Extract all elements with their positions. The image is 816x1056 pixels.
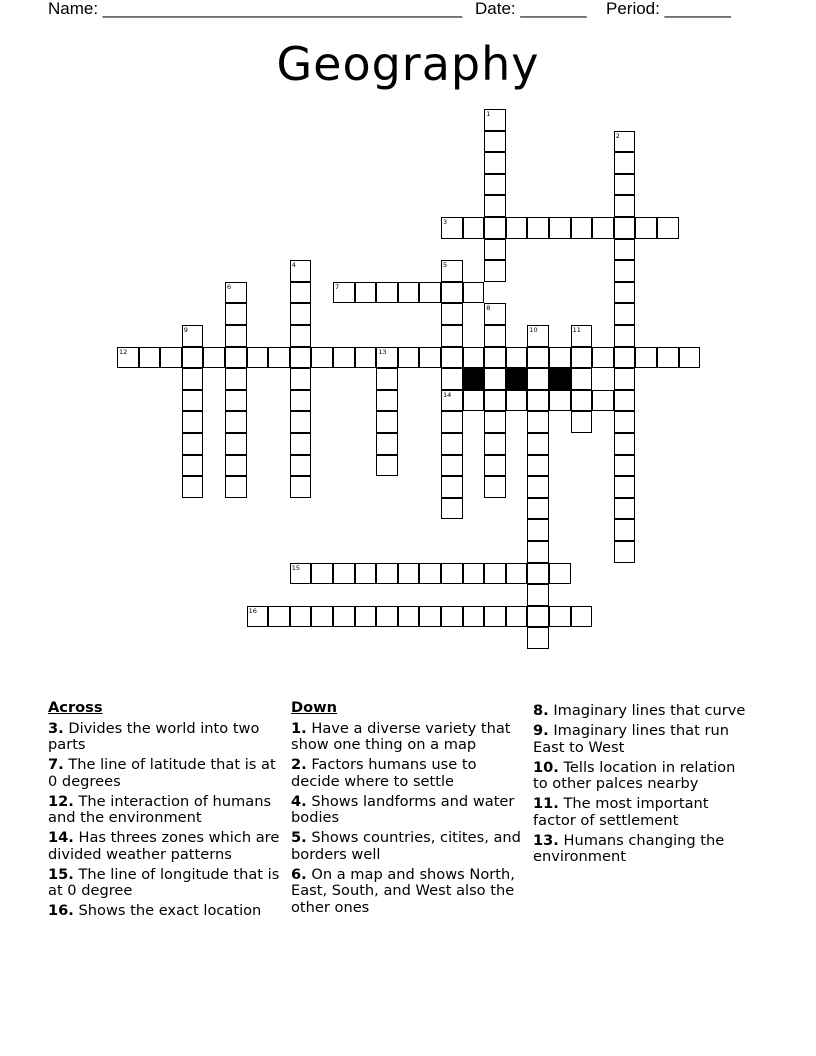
grid-cell[interactable] <box>527 347 549 369</box>
grid-cell[interactable] <box>484 152 506 174</box>
clue-number-13: 13 <box>378 347 387 356</box>
clue-number-3: 3 <box>443 218 448 226</box>
grid-cell[interactable] <box>484 606 506 628</box>
grid-cell[interactable] <box>527 368 549 390</box>
grid-cell[interactable] <box>441 368 463 390</box>
across-clue-text: The line of latitude that is at 0 degrees <box>48 756 276 790</box>
clue-number-11: 11 <box>572 326 581 334</box>
grid-cell[interactable] <box>311 347 333 369</box>
down-clue-text: The most important factor of settlement <box>533 795 709 829</box>
grid-cell[interactable] <box>290 476 312 498</box>
grid-cell[interactable] <box>571 606 593 628</box>
grid-cell[interactable] <box>527 498 549 520</box>
grid-cell[interactable] <box>527 390 549 412</box>
grid-cell[interactable] <box>484 476 506 498</box>
down-clue-number: 13. <box>533 831 559 849</box>
grid-cell[interactable] <box>571 368 593 390</box>
down-clue-number: 5. <box>291 829 307 846</box>
across-clue-text: Shows the exact location <box>73 902 262 919</box>
grid-cell[interactable] <box>463 282 485 304</box>
grid-cell[interactable] <box>614 195 636 217</box>
down-heading: Down <box>291 699 338 716</box>
grid-cell[interactable] <box>549 606 571 628</box>
grid-cell[interactable] <box>441 433 463 455</box>
across-clue-number: 3. <box>48 719 64 737</box>
clue-number-5: 5 <box>443 261 448 270</box>
grid-cell[interactable] <box>441 347 463 369</box>
grid-cell[interactable] <box>182 368 204 390</box>
across-clue-text: Divides the world into two parts <box>48 719 260 753</box>
down-clue <box>291 867 527 917</box>
down-clues <box>291 700 527 920</box>
down-clue <box>291 757 527 790</box>
grid-cell[interactable] <box>484 455 506 477</box>
grid-cell[interactable] <box>614 217 636 239</box>
grid-cell[interactable] <box>355 347 377 369</box>
grid-cell[interactable] <box>484 131 506 153</box>
black-cell <box>506 368 528 390</box>
grid-cell[interactable] <box>290 347 312 369</box>
grid-cell[interactable] <box>571 217 593 239</box>
across-clue <box>48 757 280 790</box>
grid-cell[interactable] <box>614 498 636 520</box>
grid-cell[interactable] <box>571 411 593 433</box>
clue-number-4: 4 <box>291 261 296 270</box>
grid-cell[interactable] <box>398 282 420 304</box>
across-clue <box>48 721 280 754</box>
date-field-label[interactable]: Date: _______ <box>475 0 587 18</box>
grid-cell[interactable] <box>635 217 657 239</box>
grid-cell[interactable] <box>333 563 355 585</box>
grid-cell[interactable] <box>549 563 571 585</box>
down-clue-number: 2. <box>291 756 307 773</box>
down-clue-text: Tells location in relation to other palces nearby <box>533 758 736 792</box>
grid-cell[interactable] <box>441 325 463 347</box>
grid-cell[interactable] <box>527 476 549 498</box>
down-clue-text: Have a diverse variety that show one thing on a map <box>291 719 511 753</box>
grid-cell[interactable] <box>182 455 204 477</box>
grid-cell[interactable] <box>225 433 247 455</box>
clue-number-14: 14 <box>443 390 452 399</box>
grid-cell[interactable] <box>398 563 420 585</box>
across-clue-text: Has threes zones which are divided weather patterns <box>48 829 280 863</box>
grid-cell[interactable] <box>225 303 247 325</box>
grid-cell[interactable] <box>333 347 355 369</box>
grid-cell[interactable] <box>484 260 506 282</box>
grid-cell[interactable] <box>614 541 636 563</box>
down-clue-text: Imaginary lines that curve <box>548 702 746 719</box>
grid-cell[interactable] <box>527 217 549 239</box>
grid-cell[interactable] <box>333 606 355 628</box>
grid-cell[interactable] <box>376 368 398 390</box>
across-clue-number: 15. <box>48 865 74 883</box>
across-clue <box>48 830 280 863</box>
grid-cell[interactable] <box>290 606 312 628</box>
grid-cell[interactable] <box>311 563 333 585</box>
grid-cell[interactable] <box>549 217 571 239</box>
grid-cell[interactable] <box>441 282 463 304</box>
grid-cell[interactable] <box>592 390 614 412</box>
across-clue-number: 12. <box>48 792 74 810</box>
grid-cell[interactable] <box>376 455 398 477</box>
grid-cell[interactable] <box>290 433 312 455</box>
down-clues-continued <box>533 703 748 869</box>
grid-cell[interactable] <box>441 563 463 585</box>
down-clue-number: 6. <box>291 865 307 883</box>
grid-cell[interactable] <box>441 498 463 520</box>
grid-cell[interactable] <box>614 519 636 541</box>
grid-cell[interactable] <box>290 455 312 477</box>
down-clue-text: Shows landforms and water bodies <box>291 792 515 826</box>
down-clue-text: Shows countries, citites, and borders well <box>291 829 521 863</box>
grid-cell[interactable] <box>139 347 161 369</box>
grid-cell[interactable] <box>484 563 506 585</box>
down-clue <box>291 794 527 827</box>
grid-cell[interactable] <box>225 325 247 347</box>
grid-cell[interactable] <box>484 217 506 239</box>
grid-cell[interactable] <box>419 563 441 585</box>
grid-cell[interactable] <box>441 303 463 325</box>
down-clue <box>533 796 748 829</box>
grid-cell[interactable] <box>614 239 636 261</box>
grid-cell[interactable] <box>355 282 377 304</box>
grid-cell[interactable] <box>527 627 549 649</box>
clue-number-8: 8 <box>486 304 491 313</box>
across-clues <box>48 700 280 923</box>
grid-cell[interactable] <box>527 455 549 477</box>
grid-cell[interactable] <box>419 347 441 369</box>
grid-cell[interactable] <box>484 390 506 412</box>
clue-number-15: 15 <box>291 563 301 572</box>
grid-cell[interactable] <box>571 347 593 369</box>
grid-cell[interactable] <box>290 411 312 433</box>
grid-cell[interactable] <box>614 476 636 498</box>
grid-cell[interactable] <box>614 152 636 174</box>
grid-cell[interactable] <box>506 563 528 585</box>
grid-cell[interactable] <box>376 282 398 304</box>
grid-cell[interactable] <box>527 519 549 541</box>
down-clue-number: 9. <box>533 722 549 739</box>
grid-cell[interactable] <box>355 563 377 585</box>
grid-cell[interactable] <box>182 476 204 498</box>
grid-cell[interactable] <box>225 347 247 369</box>
grid-cell[interactable] <box>398 606 420 628</box>
grid-cell[interactable] <box>484 411 506 433</box>
down-clue-text: On a map and shows North, East, South, and West also the other ones <box>291 865 515 916</box>
down-clue-text: Factors humans use to decide where to settle <box>291 756 477 790</box>
down-clue <box>533 723 748 756</box>
grid-cell[interactable] <box>484 195 506 217</box>
grid-cell[interactable] <box>592 217 614 239</box>
grid-cell[interactable] <box>419 282 441 304</box>
down-clue-number: 4. <box>291 792 307 810</box>
grid-cell[interactable] <box>160 347 182 369</box>
grid-cell[interactable] <box>614 282 636 304</box>
grid-cell[interactable] <box>571 390 593 412</box>
grid-cell[interactable] <box>376 563 398 585</box>
grid-cell[interactable] <box>484 174 506 196</box>
grid-cell[interactable] <box>463 563 485 585</box>
grid-cell[interactable] <box>549 347 571 369</box>
page-title: Geography <box>276 37 540 91</box>
across-clue-text: The line of longitude that is at 0 degree <box>48 865 280 899</box>
down-clue-number: 11. <box>533 795 559 812</box>
grid-cell[interactable] <box>614 174 636 196</box>
clue-number-6: 6 <box>227 282 232 291</box>
grid-cell[interactable] <box>506 390 528 412</box>
down-clue <box>291 721 527 754</box>
grid-cell[interactable] <box>484 368 506 390</box>
grid-cell[interactable] <box>182 433 204 455</box>
grid-cell[interactable] <box>635 347 657 369</box>
grid-cell[interactable] <box>549 390 571 412</box>
grid-cell[interactable] <box>527 563 549 585</box>
grid-cell[interactable] <box>484 325 506 347</box>
black-cell <box>549 368 571 390</box>
grid-cell[interactable] <box>679 347 701 369</box>
grid-cell[interactable] <box>376 390 398 412</box>
grid-cell[interactable] <box>311 606 333 628</box>
grid-cell[interactable] <box>398 347 420 369</box>
grid-cell[interactable] <box>441 411 463 433</box>
across-clue <box>48 794 280 827</box>
grid-cell[interactable] <box>441 455 463 477</box>
grid-cell[interactable] <box>290 325 312 347</box>
grid-cell[interactable] <box>614 411 636 433</box>
across-clue-number: 14. <box>48 829 74 846</box>
grid-cell[interactable] <box>527 584 549 606</box>
clue-number-16: 16 <box>248 606 257 615</box>
grid-cell[interactable] <box>203 347 225 369</box>
grid-cell[interactable] <box>506 217 528 239</box>
across-clue <box>48 867 280 900</box>
grid-cell[interactable] <box>484 347 506 369</box>
grid-cell[interactable] <box>614 325 636 347</box>
grid-cell[interactable] <box>290 390 312 412</box>
down-clue <box>533 833 748 866</box>
down-clue-number: 1. <box>291 719 307 737</box>
grid-cell[interactable] <box>463 217 485 239</box>
grid-cell[interactable] <box>527 411 549 433</box>
grid-cell[interactable] <box>506 606 528 628</box>
grid-cell[interactable] <box>506 347 528 369</box>
grid-cell[interactable] <box>290 303 312 325</box>
down-clue <box>533 703 748 720</box>
grid-cell[interactable] <box>527 541 549 563</box>
grid-cell[interactable] <box>290 282 312 304</box>
clue-number-9: 9 <box>183 326 188 334</box>
grid-cell[interactable] <box>614 455 636 477</box>
grid-cell[interactable] <box>268 347 290 369</box>
down-clue <box>291 830 527 863</box>
clue-number-1: 1 <box>486 110 491 118</box>
grid-cell[interactable] <box>527 433 549 455</box>
grid-cell[interactable] <box>182 390 204 412</box>
name-field-label[interactable]: Name: ______________________________________ <box>48 0 463 18</box>
clue-number-10: 10 <box>529 326 538 334</box>
grid-cell[interactable] <box>463 390 485 412</box>
grid-cell[interactable] <box>225 455 247 477</box>
clue-number-7: 7 <box>335 282 340 291</box>
grid-cell[interactable] <box>614 368 636 390</box>
down-clue-text: Humans changing the environment <box>533 831 725 865</box>
grid-cell[interactable] <box>592 347 614 369</box>
grid-cell[interactable] <box>441 476 463 498</box>
grid-cell[interactable] <box>614 347 636 369</box>
grid-cell[interactable] <box>247 347 269 369</box>
across-heading: Across <box>48 699 103 716</box>
grid-cell[interactable] <box>268 606 290 628</box>
grid-cell[interactable] <box>614 390 636 412</box>
across-clue-text: The interaction of humans and the environment <box>48 792 272 826</box>
grid-cell[interactable] <box>225 411 247 433</box>
grid-cell[interactable] <box>419 606 441 628</box>
period-field-label[interactable]: Period: _______ <box>606 0 731 18</box>
across-clue-number: 16. <box>48 902 74 919</box>
across-clue-number: 7. <box>48 756 64 773</box>
grid-cell[interactable] <box>355 606 377 628</box>
clue-number-2: 2 <box>615 131 620 140</box>
down-clue-number: 8. <box>533 702 549 719</box>
grid-cell[interactable] <box>614 303 636 325</box>
black-cell <box>463 368 485 390</box>
grid-cell[interactable] <box>527 606 549 628</box>
grid-cell[interactable] <box>657 217 679 239</box>
grid-cell[interactable] <box>484 239 506 261</box>
grid-cell[interactable] <box>225 368 247 390</box>
clue-number-12: 12 <box>119 347 128 356</box>
grid-cell[interactable] <box>463 606 485 628</box>
grid-cell[interactable] <box>441 606 463 628</box>
grid-cell[interactable] <box>376 411 398 433</box>
grid-cell[interactable] <box>614 433 636 455</box>
grid-cell[interactable] <box>182 347 204 369</box>
grid-cell[interactable] <box>290 368 312 390</box>
grid-cell[interactable] <box>225 390 247 412</box>
grid-cell[interactable] <box>376 433 398 455</box>
grid-cell[interactable] <box>484 433 506 455</box>
grid-cell[interactable] <box>376 606 398 628</box>
grid-cell[interactable] <box>657 347 679 369</box>
down-clue-number: 10. <box>533 758 559 776</box>
grid-cell[interactable] <box>182 411 204 433</box>
grid-cell[interactable] <box>225 476 247 498</box>
down-clue-text: Imaginary lines that run East to West <box>533 722 729 756</box>
grid-cell[interactable] <box>614 260 636 282</box>
across-clue <box>48 903 280 920</box>
grid-cell[interactable] <box>463 347 485 369</box>
down-clue <box>533 760 748 793</box>
